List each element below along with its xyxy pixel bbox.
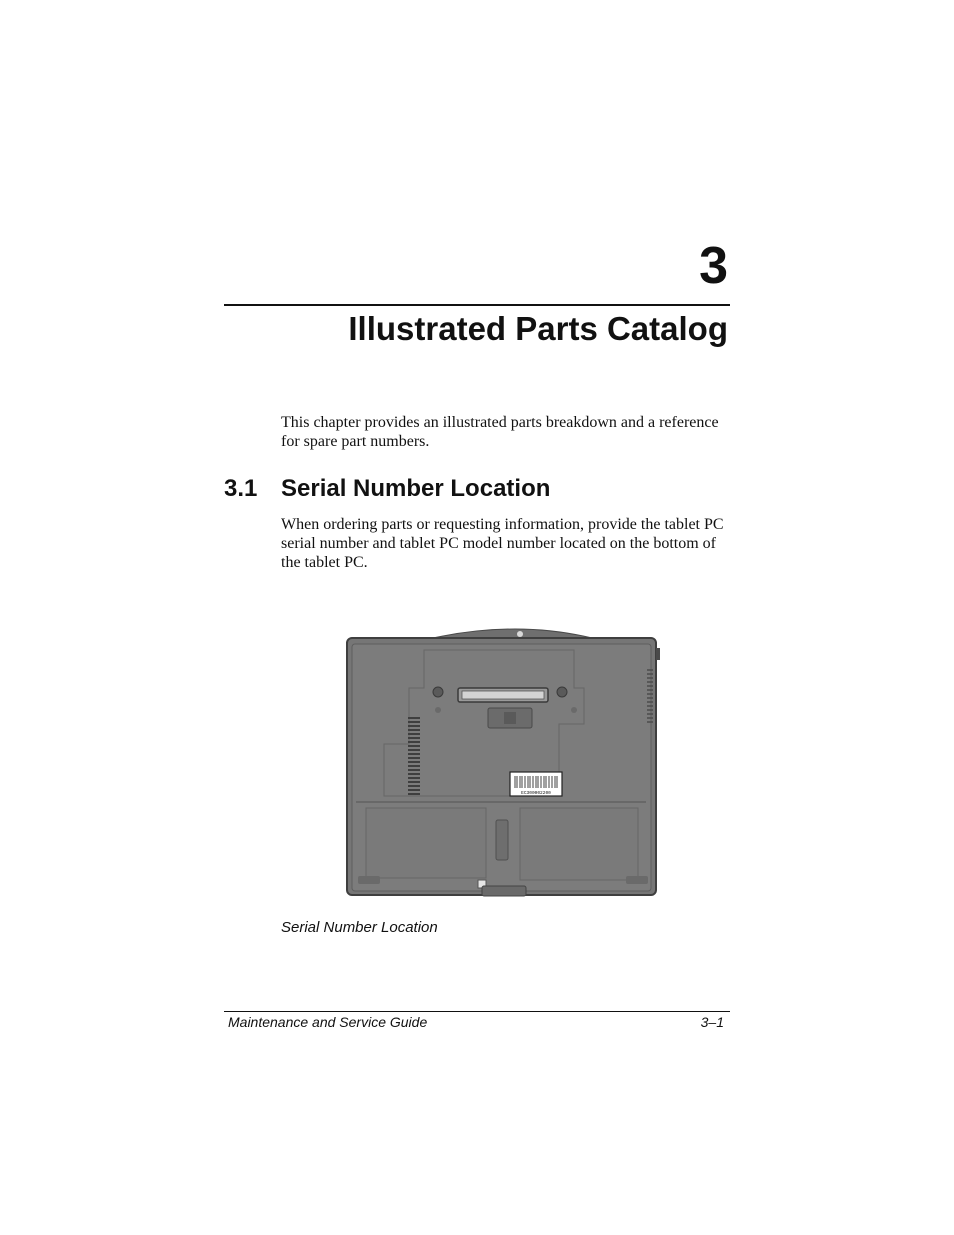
section-number: 3.1	[224, 475, 258, 502]
section-paragraph: When ordering parts or requesting information, provide the tablet PC serial number and tablet PC model number located on the bottom of the tablet PC.	[281, 516, 724, 571]
section-heading	[224, 473, 550, 505]
footer-page-number: 3–1	[700, 1014, 724, 1030]
figure-caption: Serial Number Location	[281, 919, 438, 936]
footer-guide-title: Maintenance and Service Guide	[228, 1014, 428, 1030]
tablet-bottom-illustration	[344, 624, 662, 900]
intro-paragraph: This chapter provides an illustrated parts breakdown and a reference for spare part numbers.	[281, 414, 719, 450]
footer-rule	[224, 1011, 730, 1012]
chapter-number: 3	[699, 237, 728, 295]
serial-label-text: EC300002200	[521, 791, 551, 796]
chapter-title: Illustrated Parts Catalog	[348, 310, 728, 347]
section-title: Serial Number Location	[281, 475, 551, 502]
chapter-rule	[224, 304, 730, 306]
